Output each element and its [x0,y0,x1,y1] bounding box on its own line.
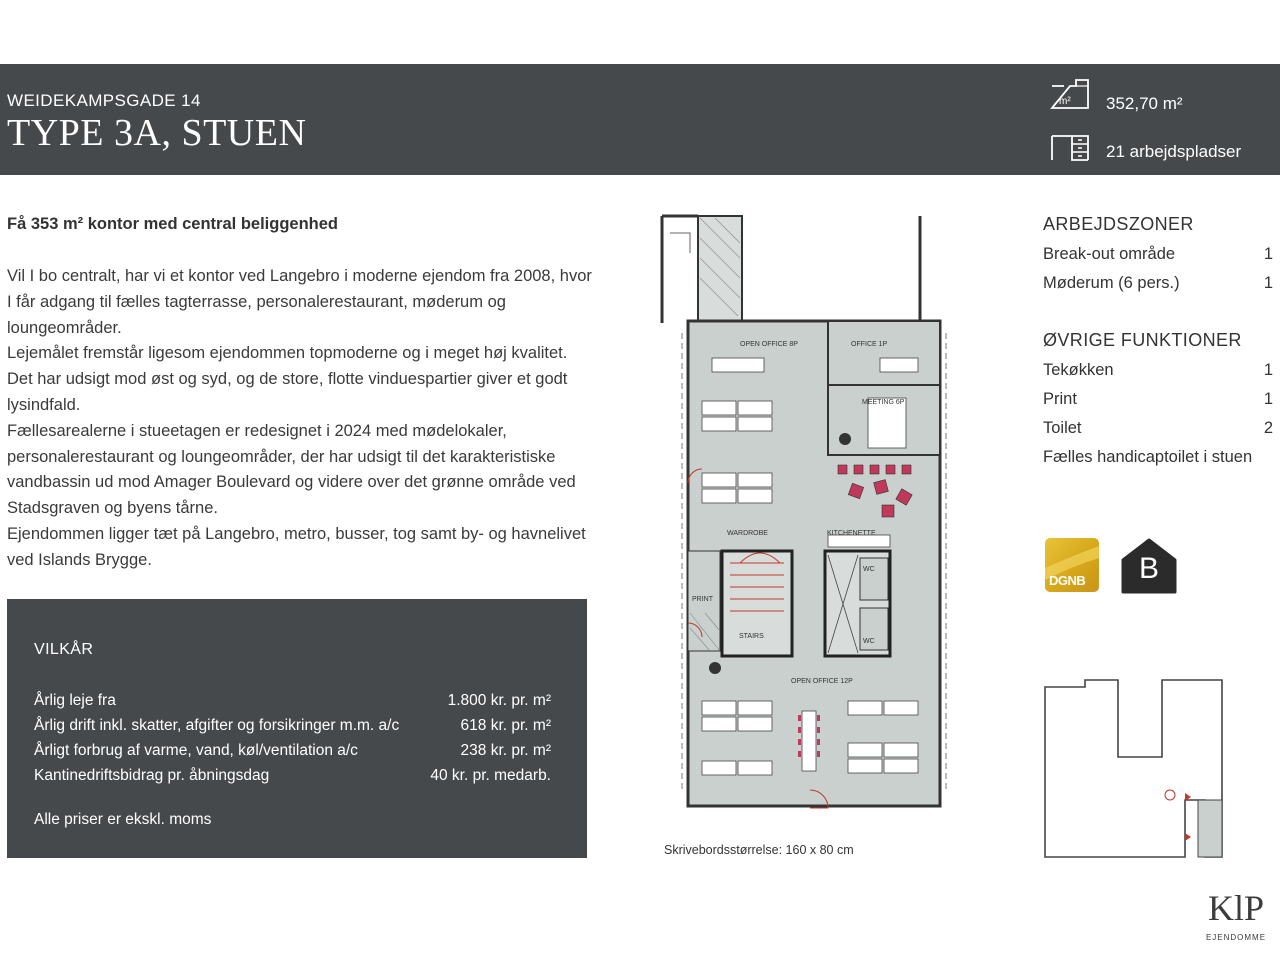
terms-value: 238 kr. pr. m² [460,742,551,759]
feature-count: 1 [1263,361,1273,379]
terms-title: VILKÅR [34,641,94,658]
header-banner [0,64,1280,175]
feature-count: 1 [1263,390,1273,408]
intro-paragraph: Lejemålet fremstår ligesom ejendommen topmoderne og i meget høj kvalitet. Det har udsigt mod øst og syd, og de store, flotte vinduespartier giver et godt lysindfald. [7,344,568,414]
svg-text:m²: m² [1059,96,1071,107]
plan-label-wc: WC [863,638,875,645]
terms-label: Årlig drift inkl. skatter, afgifter og forsikringer m.m. a/c [34,717,400,734]
intro-paragraph: Vil I bo centralt, har vi et kontor ved Langebro i moderne ejendom fra 2008, hvor I får adgang til fælles tagterrasse, personalerestaurant, møderum og loungeområder. [7,267,592,337]
plan-label-office-1p: OFFICE 1P [851,341,888,348]
workplaces-value: 21 arbejdspladser [1106,142,1242,161]
plan-label-print: PRINT [692,596,713,603]
feature-label: Tekøkken [1043,361,1114,379]
intro-paragraph: Fællesarealerne i stueetagen er redesignet i 2024 med mødelokaler, personalerestaurant og loungeområder, der har udsigt til det karakteristiske vandbassin ud mod Amager Boulevard og videre over det grønne område ved Stadsgraven og byens tårne. [7,421,576,518]
page-title: TYPE 3A, STUEN [7,112,307,154]
feature-count: 2 [1263,419,1273,437]
terms-value: 618 kr. pr. m² [460,717,551,734]
zone-count: 1 [1263,274,1273,292]
zone-count: 1 [1263,245,1273,263]
plan-label-open-office-8p: OPEN OFFICE 8P [740,341,798,348]
terms-value: 40 kr. pr. medarb. [430,767,551,784]
zone-label: Møderum (6 pers.) [1043,274,1180,292]
m2-floorplan-icon [1050,78,1090,110]
plan-label-meeting-6p: MEETING 6P [862,399,905,406]
intro-paragraph: Ejendommen ligger tæt på Langebro, metro, busser, tog samt by- og havnelivet ved Islands Brygge. [7,524,586,569]
dgnb-badge [1045,538,1099,592]
klp-logo [1194,888,1278,946]
energy-label-value: B [1138,552,1159,585]
terms-value: 1.800 kr. pr. m² [447,692,551,709]
plan-label-wc: WC [863,566,875,573]
workplaces-stat [1050,132,1242,164]
terms-label: Årligt forbrug af varme, vand, køl/ventilation a/c [34,742,358,759]
intro-heading: Få 353 m² kontor med central beliggenhed [7,215,338,233]
terms-box [7,599,587,858]
area-value: 352,70 m² [1106,94,1183,113]
energy-label-badge [1121,538,1177,594]
logo-mark: KlP [1207,888,1265,928]
feature-label: Fælles handicaptoilet i stuen [1043,448,1253,466]
zones-title: ARBEJDSZONER [1043,214,1194,234]
plan-label-kitchenette: KITCHENETTE [827,530,876,537]
dgnb-label: DGNB [1049,573,1086,588]
area-stat [1050,78,1183,113]
feature-label: Print [1043,390,1077,408]
plan-label-stairs: STAIRS [739,633,764,640]
plan-label-open-office-12p: OPEN OFFICE 12P [791,678,853,685]
logo-subtitle: EJENDOMME [1205,933,1267,942]
zone-label: Break-out område [1043,245,1176,263]
floor-plan [660,213,950,838]
other-title: ØVRIGE FUNKTIONER [1043,330,1242,350]
key-plan [1040,675,1230,860]
terms-label: Kantinedriftsbidrag pr. åbningsdag [34,767,270,784]
property-address: WEIDEKAMPSGADE 14 [7,91,201,110]
intro-body [7,264,597,574]
plan-label-wardrobe: WARDROBE [727,530,768,537]
terms-note: Alle priser er ekskl. moms [34,811,212,828]
feature-label: Toilet [1043,419,1082,437]
desk-drawer-icon [1050,132,1090,164]
terms-label: Årlig leje fra [34,692,116,709]
floorplan-caption: Skrivebordsstørrelse: 160 x 80 cm [664,843,854,857]
